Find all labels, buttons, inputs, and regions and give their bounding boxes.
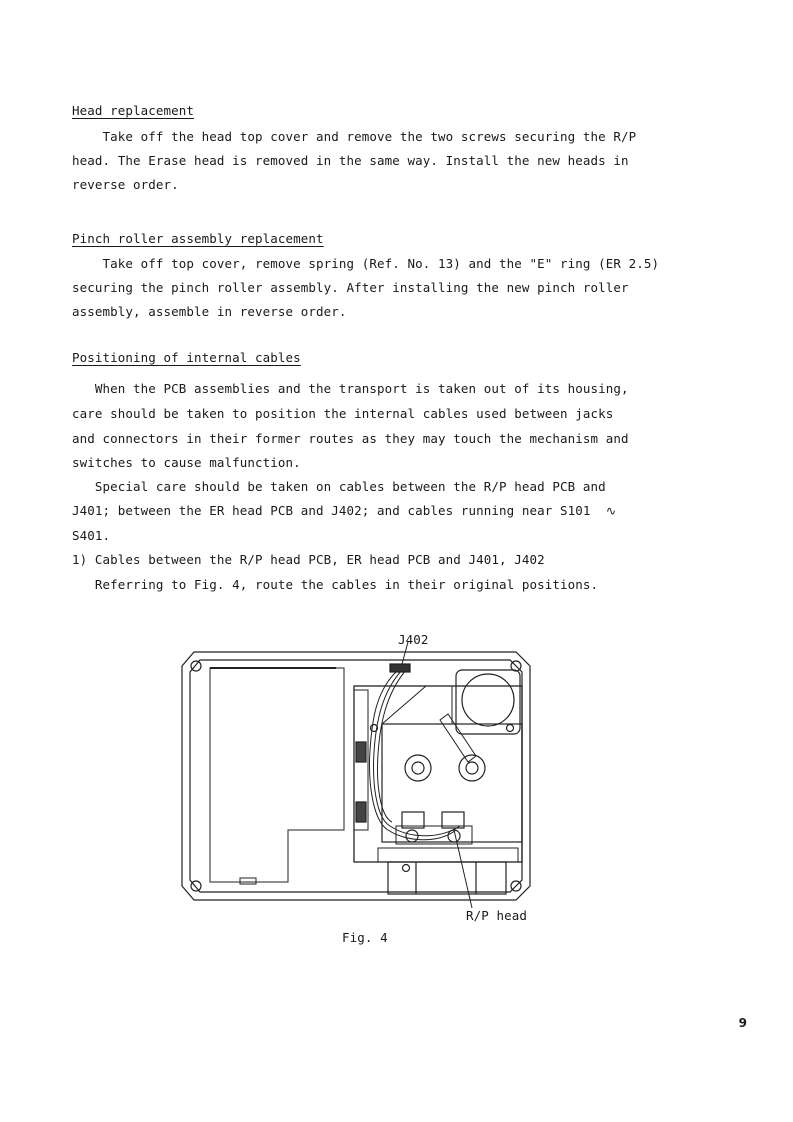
pinch-text-line-3: assembly, assemble in reverse order.: [72, 304, 347, 319]
transport-chassis: [354, 686, 522, 862]
cables-text-line-9: Referring to Fig. 4, route the cables in their original positions.: [72, 577, 599, 592]
section-heading-pinch-roller: Pinch roller assembly replacement: [72, 231, 324, 246]
head-bracket: [378, 848, 518, 862]
head-text-line-2: head. The Erase head is removed in the same way. Install the new heads in: [72, 153, 629, 168]
cables-text-line-5: Special care should be taken on cables between the R/P head PCB and: [72, 479, 606, 494]
reel-spindle-left: [405, 755, 431, 781]
section-heading-head-replacement: Head replacement: [72, 103, 195, 118]
flywheel: [462, 674, 514, 726]
figure-caption: Fig. 4: [342, 930, 388, 945]
pinch-text-line-2: securing the pinch roller assembly. After installing the new pinch roller: [72, 280, 629, 295]
head-text-line-3: reverse order.: [72, 177, 179, 192]
figure-label-rp-head: R/P head: [466, 908, 528, 923]
head-text-line-1: Take off the head top cover and remove the two screws securing the R/P: [72, 129, 637, 144]
section-heading-cables: Positioning of internal cables: [72, 350, 301, 365]
housing-inner: [190, 660, 522, 892]
cables-text-line-7: S401.: [72, 528, 111, 543]
cables-text-line-4: switches to cause malfunction.: [72, 455, 301, 470]
pinch-text-line-1: Take off top cover, remove spring (Ref. No. 13) and the "E" ring (ER 2.5): [72, 256, 660, 271]
page-number: 9: [738, 1016, 747, 1030]
figure-label-j402: J402: [398, 632, 429, 647]
housing-outer: [182, 652, 530, 900]
lower-block: [388, 862, 506, 894]
j402-connector: [390, 664, 410, 672]
cables-text-line-8: 1) Cables between the R/P head PCB, ER head PCB and J401, J402: [72, 552, 545, 567]
left-compartment: [210, 668, 344, 882]
cables-text-line-2: care should be taken to position the internal cables used between jacks: [72, 406, 614, 421]
cables-text-line-3: and connectors in their former routes as they may touch the mechanism and: [72, 431, 629, 446]
cassette-area: [382, 724, 522, 842]
cables-text-line-1: When the PCB assemblies and the transport is taken out of its housing,: [72, 381, 629, 396]
transport-cable-diagram: [176, 630, 536, 910]
cables-text-line-6: J401; between the ER head PCB and J402; and cables running near S101 ∿: [72, 503, 617, 518]
